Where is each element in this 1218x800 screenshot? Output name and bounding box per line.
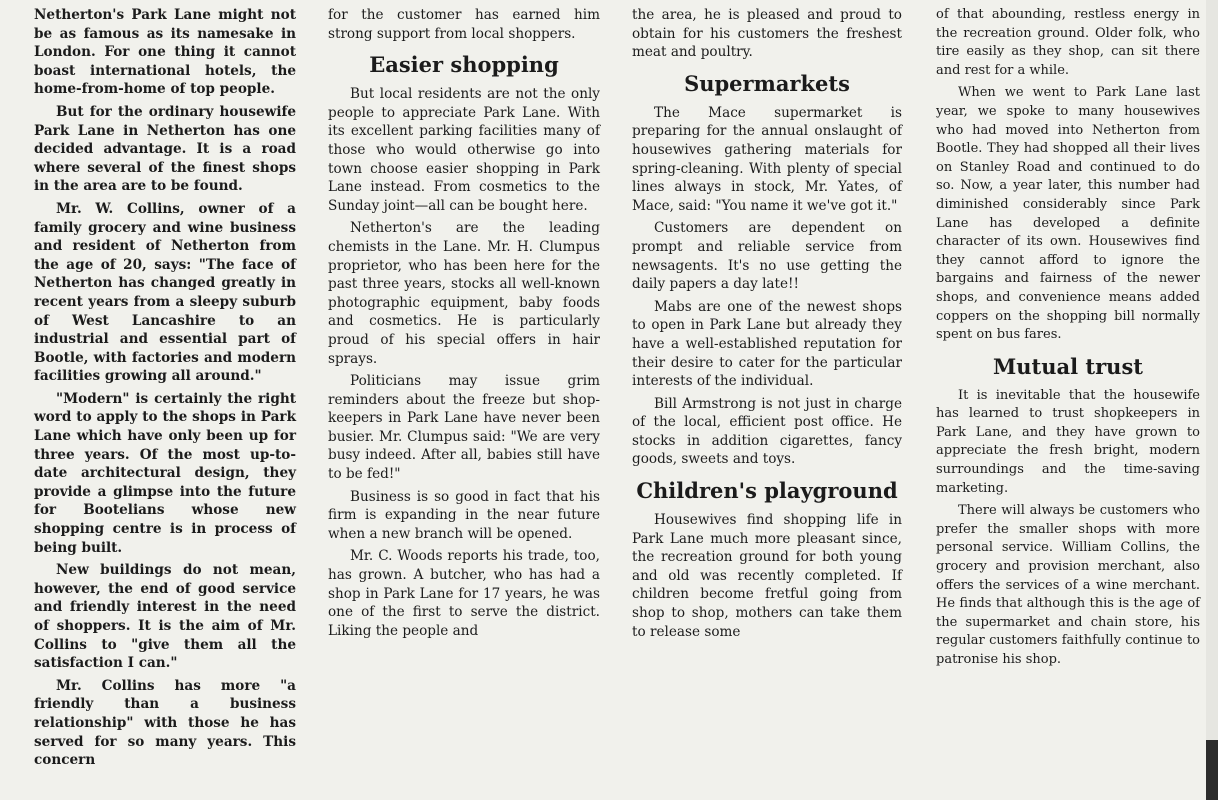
paragraph: Mr. W. Collins, owner of a family grocery and wine business and resident of Netherton from the age of 20, says: "The face of Netherton has changed greatly in recent years from a sleepy suburb of West Lancashire to an industrial and essential part of Bootle, with factories and modern facilities growing all around.": [34, 200, 296, 385]
photo-edge: [1206, 0, 1218, 800]
column-1: [28, 0, 302, 800]
continued-paragraph: the area, he is pleased and proud to obtain for his customers the freshest meat and poultry.: [632, 7, 902, 61]
column-4: [930, 0, 1206, 800]
paragraph: Mabs are one of the newest shops to open in Park Lane but already they have a well-established reputation for their desire to cater for the particular interests of the individual.: [632, 298, 902, 390]
continued-paragraph: for the customer has earned him strong support from local shoppers.: [328, 7, 600, 42]
paragraph: There will always be customers who prefer the smaller shops with more personal service. William Collins, the grocery and provision merchant, also offers the services of a wine merchant. He finds that although this is the age of the supermarket and chain store, his regular customers faithfully continue to patronise his shop.: [936, 503, 1200, 667]
column-3: [626, 0, 908, 800]
section-heading-mutual-trust: Mutual trust: [993, 353, 1143, 379]
paragraph: "Modern" is certainly the right word to apply to the shops in Park Lane which have only been up for three years. Of the most up-to-date architectural design, they provide a glimpse into the future for Bootelians whose new shopping centre is in process of being built.: [34, 390, 296, 556]
section-heading-childrens-playground: Children's playground: [636, 478, 898, 504]
paragraph: New buildings do not mean, however, the end of good service and friendly interest in the need of shoppers. It is the aim of Mr. Collins to "give them all the satisfaction I can.": [34, 562, 296, 672]
paragraph: It is inevitable that the housewife has learned to trust shopkeepers in Park Lane, and they have grown to appreciate the fresh bright, modern surroundings and the time-saving marketing.: [936, 387, 1200, 496]
section-heading-easier-shopping: Easier shopping: [369, 52, 559, 78]
paragraph: Business is so good in fact that his firm is expanding in the near future when a new branch will be opened.: [328, 488, 600, 542]
paragraph: Mr. C. Woods reports his trade, too, has grown. A butcher, who has had a shop in Park Lane for 17 years, he was one of the first to serve the district. Liking the people and: [328, 548, 600, 639]
paragraph: Politicians may issue grim reminders about the freeze but shop-keepers in Park Lane have never been busier. Mr. Clumpus said: "We are very busy indeed. After all, babies still have to be fed!": [328, 373, 600, 483]
paragraph: Mr. Collins has more "a friendly than a business relationship" with those he has served for so many years. This concern: [34, 677, 296, 769]
paragraph: Customers are dependent on prompt and reliable service from newsagents. It's no use getting the daily papers a day late!!: [632, 220, 902, 293]
paragraph: Netherton's Park Lane might not be as famous as its namesake in London. For one thing it cannot boast international hotels, the home-from-home of top people.: [34, 7, 296, 98]
paragraph: But for the ordinary housewife Park Lane in Netherton has one decided advantage. It is a road where several of the finest shops in the area are to be found.: [34, 103, 296, 195]
section-heading-supermarkets: Supermarkets: [684, 70, 850, 96]
continued-paragraph: of that abounding, restless energy in the recreation ground. Older folk, who tire easily as they shop, can sit there and rest for a while.: [936, 7, 1200, 78]
paragraph: The Mace supermarket is preparing for the annual onslaught of housewives gathering materials for spring-cleaning. With plenty of special lines always in stock, Mr. Yates, of Mace, said: "You name it we've got it.": [632, 104, 902, 214]
paragraph: Housewives find shopping life in Park Lane much more pleasant since, the recreation ground for both young and old was recently completed. If children become fretful going from shop to shop, mothers can take them to release some: [632, 512, 902, 640]
column-2: [322, 0, 606, 800]
paragraph: Netherton's are the leading chemists in the Lane. Mr. H. Clumpus proprietor, who has been here for the past three years, stocks all well-known photographic equipment, baby foods and cosmetics. He is particularly proud of his special offers in hair sprays.: [328, 220, 600, 367]
paragraph: Bill Armstrong is not just in charge of the local, efficient post office. He stocks in addition cigarettes, fancy goods, sweets and toys.: [632, 395, 902, 468]
paragraph: When we went to Park Lane last year, we spoke to many housewives who had moved into Netherton from Bootle. They had shopped all their lives on Stanley Road and continued to do so. Now, a year later, this number had diminished considerably since Park Lane has developed a definite character of its own. Housewives find they cannot afford to ignore the bargains and fairness of the newer shops, and convenience means added coppers on the shopping bill normally spent on bus fares.: [936, 85, 1200, 343]
paragraph: But local residents are not the only people to appreciate Park Lane. With its excellent parking facilities many of those who would otherwise go into town choose easier shopping in Park Lane instead. From cosmetics to the Sunday joint—all can be bought here.: [328, 86, 600, 214]
